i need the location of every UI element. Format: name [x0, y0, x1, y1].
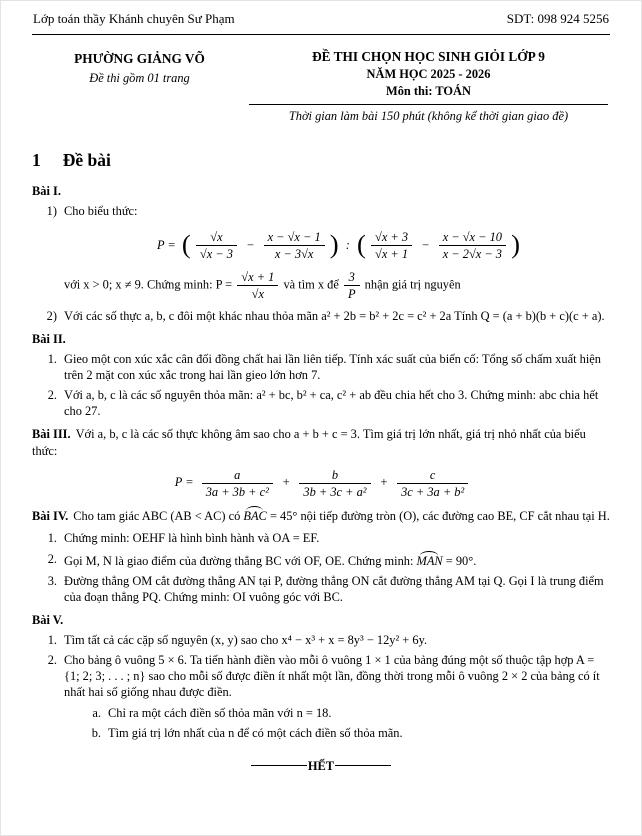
problem-5: [32, 612, 610, 745]
item-body: Đường thẳng OM cắt đường thẳng AN tại P, đường thẳng ON cắt đường thẳng AM tại Q. Gọi I là trung điểm của đoạn thẳng PQ. Chứng minh: OI vuông góc với BC.: [64, 573, 604, 604]
section-title: Đề bài: [62, 149, 111, 170]
fraction-denominator: 3b + 3c + a²: [303, 484, 367, 499]
condition-text: và tìm x để: [283, 277, 339, 292]
list-item: [32, 387, 610, 419]
fraction: [369, 230, 414, 262]
list-item: [32, 573, 610, 605]
fraction-numerator: a: [202, 468, 273, 484]
item-number: 1.: [47, 531, 57, 546]
item-body: Tìm giá trị lớn nhất của n để có một cách điền số thỏa mãn.: [108, 725, 403, 740]
plus-operator: +: [379, 475, 388, 490]
header-class-name: Lớp toán thầy Khánh chuyên Sư Phạm: [33, 11, 235, 26]
item-number: 3.: [47, 573, 57, 588]
page-count-note: Đề thi gồm 01 trang: [89, 71, 190, 86]
fraction: [342, 270, 362, 302]
item-number: 2.: [47, 551, 57, 566]
fraction-numerator: b: [299, 468, 370, 484]
item-number: a.: [92, 705, 101, 720]
problem-4: [32, 506, 610, 605]
problem-3-text: Với a, b, c là các số thực không âm sao cho a + b + c = 3. Tìm giá trị lớn nhất, giá trị nhỏ nhất của biểu thức:: [32, 427, 586, 458]
item-number: 1): [46, 204, 57, 219]
condition-line: [64, 270, 610, 302]
fraction-numerator: √x + 3: [371, 230, 412, 246]
organizer-block: [32, 48, 247, 125]
sub-list-item: [82, 725, 610, 741]
fraction: [395, 468, 470, 500]
problem-4-text: = 45° nội tiếp đường tròn (O), các đường cao BE, CF cắt nhau tại H.: [269, 509, 610, 524]
problem-3-label: Bài III.: [32, 427, 71, 442]
division-colon: :: [345, 237, 350, 252]
section-number: 1: [32, 149, 41, 170]
fraction-denominator: √x + 1: [375, 247, 409, 262]
problem-4-label: Bài IV.: [32, 509, 69, 524]
item-text: Gọi M, N là giao điểm của đường thẳng BC với OF, OE. Chứng minh:: [64, 553, 414, 568]
sub-list-item: [82, 705, 610, 721]
end-label: HẾT: [307, 758, 335, 773]
widehat-angle: BAC: [243, 506, 266, 524]
item-body: Chỉ ra một cách điền số thỏa mãn với n = 18.: [108, 705, 332, 720]
item-text: Cho bảng ô vuông 5 × 6. Ta tiến hành điền vào mỗi ô vuông 1 × 1 của bảng đúng một số thuộc tập hợp A = {1; 2; 3; . . . ; n} sao cho mỗi số được điền ít nhất một lần, đồng thời trong mỗi ô vuông 2 × 2 của bảng có ít nhất hai số giống nhau được điền.: [64, 653, 600, 700]
fraction-denominator: √x − 3: [199, 247, 233, 262]
condition-text: nhận giá trị nguyên: [364, 277, 461, 292]
item-number: 2): [46, 308, 57, 323]
fraction: [235, 270, 280, 302]
item-intro: Cho biểu thức:: [64, 204, 138, 219]
item-text: = 90°.: [445, 553, 477, 568]
item-number: 2.: [47, 388, 57, 403]
list-item: [32, 308, 610, 324]
page-header: [32, 7, 610, 35]
fraction: [194, 230, 239, 262]
problem-3: [32, 426, 610, 499]
header-phone-number: SDT: 098 924 5256: [506, 11, 609, 26]
problem-2-list: [32, 351, 610, 420]
end-rule-right: [335, 765, 391, 766]
item-body: Gieo một con xúc xắc cân đối đồng chất hai lần liên tiếp. Tính xác suất của biến cố: Tổng số chấm xuất hiện trên 2 mặt con xúc xắc trong hai lần gieo lớn hơn 7.: [64, 351, 602, 383]
problem-3-intro: [32, 426, 610, 458]
fraction-numerator: √x: [196, 230, 237, 246]
problem-2: [32, 331, 610, 420]
formula-lhs: P =: [174, 475, 194, 490]
item-body: [64, 652, 610, 745]
fraction-numerator: x − √x − 1: [264, 230, 325, 246]
fraction-denominator: x − 3√x: [274, 247, 314, 262]
fraction-numerator: √x + 1: [237, 270, 278, 286]
minus-operator: −: [421, 237, 430, 252]
problem-1-label: Bài I.: [32, 184, 61, 199]
exam-title: ĐỀ THI CHỌN HỌC SINH GIỎI LỚP 9: [312, 48, 545, 64]
list-item: [32, 530, 610, 546]
problem-1: [32, 183, 610, 324]
problem-4-list: [32, 530, 610, 605]
widehat-angle: MAN: [417, 551, 443, 569]
item-body: [64, 203, 610, 303]
fraction: [437, 230, 508, 262]
fraction: [297, 468, 372, 500]
exam-title-block: [247, 48, 610, 125]
end-of-exam-marker: [32, 758, 610, 774]
item-body: Chứng minh: OEHF là hình bình hành và OA = EF.: [64, 531, 320, 546]
list-item: [32, 551, 610, 569]
minus-operator: −: [246, 237, 255, 252]
item-number: b.: [91, 725, 101, 740]
fraction: [262, 230, 327, 262]
problem-5-label: Bài V.: [32, 612, 64, 627]
end-rule-left: [251, 765, 307, 766]
fraction-numerator: c: [397, 468, 468, 484]
item-number: 1.: [47, 633, 57, 647]
formula-p-definition: [64, 229, 610, 264]
close-paren: ): [511, 228, 520, 259]
title-divider-rule: [249, 104, 608, 105]
fraction-denominator: √x: [251, 287, 264, 302]
problem-4-text: Cho tam giác ABC (AB < AC) có: [73, 509, 241, 524]
list-item: [32, 351, 610, 383]
title-block: [32, 48, 610, 125]
open-paren: (: [357, 228, 366, 259]
sub-list: [82, 705, 610, 741]
list-item: [32, 632, 610, 648]
item-number: 2.: [47, 653, 57, 668]
organizer-name: PHƯỜNG GIẢNG VÕ: [74, 50, 205, 66]
formula-p-sum: [32, 468, 610, 500]
section-heading: [32, 149, 610, 172]
list-item: [32, 203, 610, 303]
subject-line: Môn thi: TOÁN: [386, 84, 471, 99]
condition-text: với x > 0; x ≠ 9. Chứng minh: P =: [64, 277, 233, 292]
fraction-denominator: P: [347, 287, 356, 302]
list-item: [32, 652, 610, 745]
item-body: Tìm tất cả các cặp số nguyên (x, y) sao cho x⁴ − x³ + x = 8y³ − 12y² + 6y.: [64, 633, 428, 647]
item-body: Với các số thực a, b, c đôi một khác nhau thỏa mãn a² + 2b = b² + 2c = c² + 2a Tính Q = (a + b)(b + c)(c + a).: [64, 308, 605, 323]
item-body: Với a, b, c là các số nguyên thỏa mãn: a² + bc, b² + ca, c² + ab đều chia hết cho 3. Chứng minh: abc chia hết cho 27.: [64, 388, 599, 419]
fraction-numerator: x − √x − 10: [439, 230, 506, 246]
item-number: 1.: [47, 351, 57, 366]
fraction-denominator: 3c + 3a + b²: [401, 484, 465, 499]
problem-1-list: [32, 203, 610, 323]
problem-4-intro: [32, 506, 610, 524]
plus-operator: +: [281, 475, 291, 490]
school-year: NĂM HỌC 2025 - 2026: [366, 67, 491, 82]
problem-5-list: [32, 632, 610, 745]
close-paren: ): [329, 228, 339, 259]
fraction-denominator: x − 2√x − 3: [442, 247, 502, 262]
fraction-numerator: 3: [344, 270, 360, 286]
duration-note: Thời gian làm bài 150 phút (không kể thời gian giao đề): [288, 109, 569, 124]
problem-2-label: Bài II.: [32, 331, 66, 346]
formula-lhs: P =: [156, 237, 176, 252]
fraction-denominator: 3a + 3b + c²: [205, 484, 269, 499]
fraction: [200, 468, 275, 500]
open-paren: (: [181, 228, 191, 259]
item-body: [64, 551, 610, 569]
